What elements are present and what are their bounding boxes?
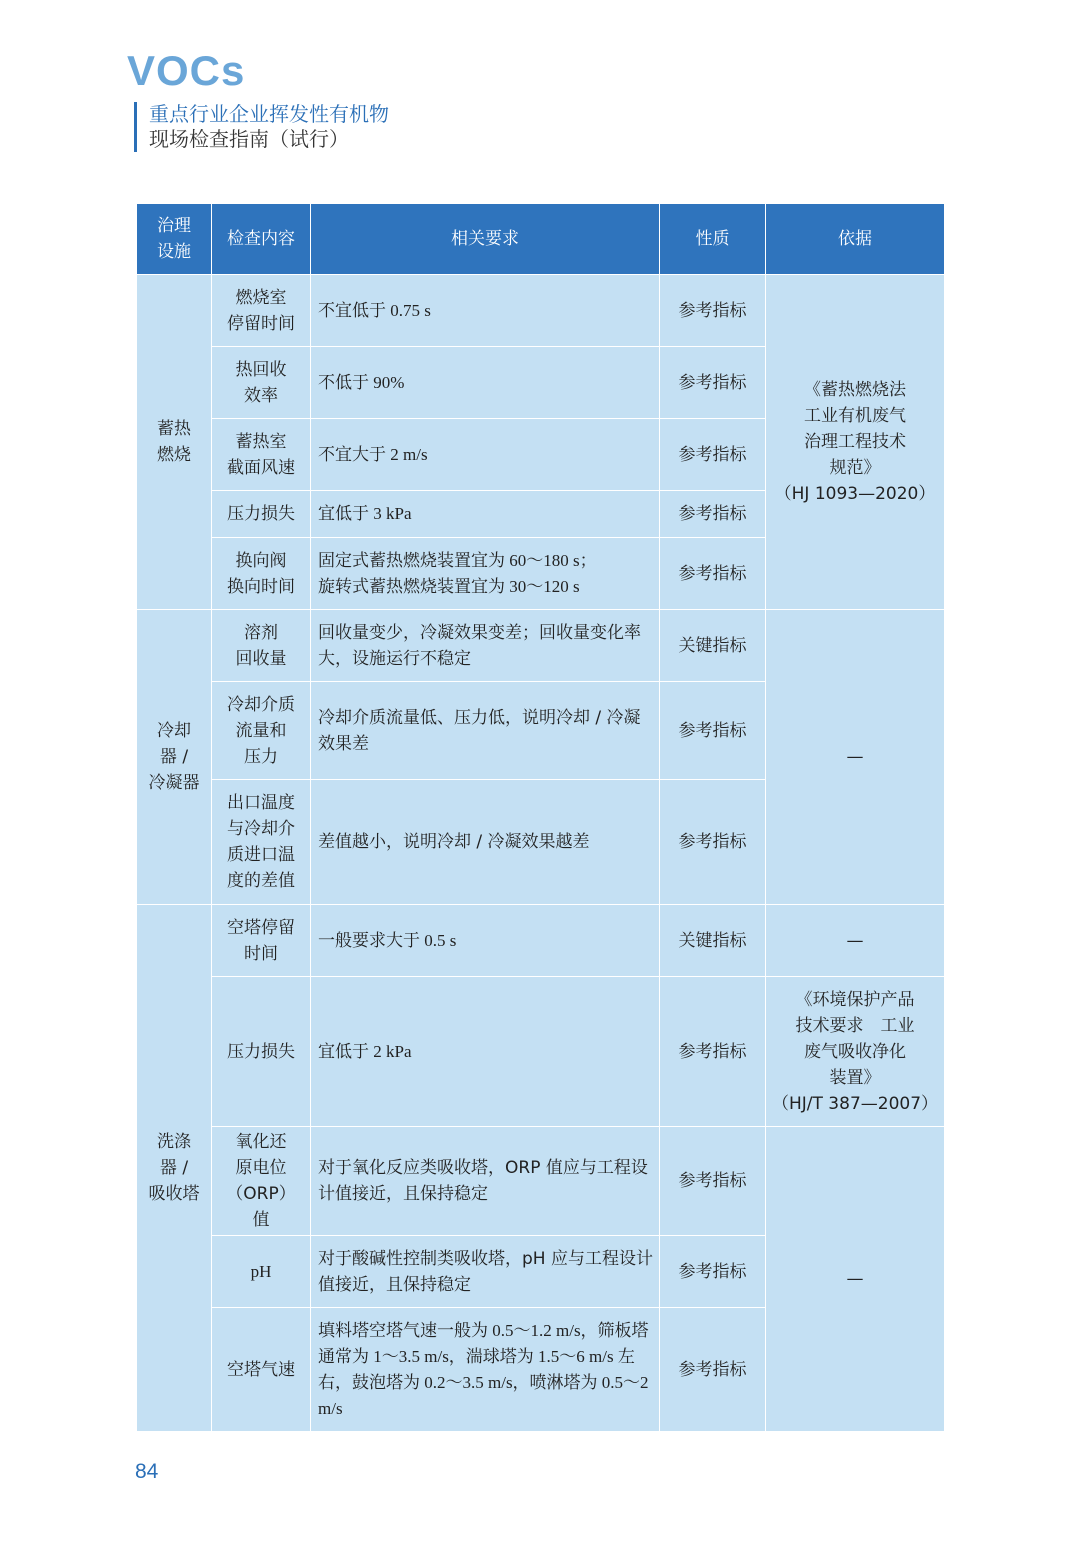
- requirement-cell: 不宜大于 2 m/s: [311, 419, 660, 491]
- item-cell: 空塔气速: [212, 1308, 311, 1432]
- basis-cell: —: [766, 610, 945, 905]
- basis-cell: —: [766, 905, 945, 977]
- nature-cell: 参考指标: [660, 780, 766, 905]
- item-cell: 燃烧室 停留时间: [212, 275, 311, 347]
- requirement-cell: 宜低于 3 kPa: [311, 491, 660, 538]
- document-title: [134, 102, 389, 152]
- table-row: [137, 977, 945, 1127]
- item-cell: 氧化还 原电位 （ORP）值: [212, 1127, 311, 1236]
- requirement-cell: 冷却介质流量低、压力低，说明冷却 / 冷凝效果差: [311, 682, 660, 780]
- nature-cell: 参考指标: [660, 1236, 766, 1308]
- item-cell: 压力损失: [212, 977, 311, 1127]
- brand-logo-text: VOCs: [127, 47, 246, 94]
- nature-cell: 参考指标: [660, 538, 766, 610]
- table-row: [137, 1127, 945, 1236]
- col-header-content: 检查内容: [212, 204, 311, 275]
- nature-cell: 参考指标: [660, 682, 766, 780]
- col-header-facility: 治理 设施: [137, 204, 212, 275]
- nature-cell: 参考指标: [660, 275, 766, 347]
- basis-cell: 《蓄热燃烧法 工业有机废气 治理工程技术 规范》 （HJ 1093—2020）: [766, 275, 945, 610]
- page-number: 84: [135, 1460, 159, 1483]
- nature-cell: 关键指标: [660, 610, 766, 682]
- nature-cell: 参考指标: [660, 1127, 766, 1236]
- requirement-cell: 宜低于 2 kPa: [311, 977, 660, 1127]
- item-cell: 换向阀 换向时间: [212, 538, 311, 610]
- inspection-table: [136, 203, 945, 1432]
- basis-cell: 《环境保护产品 技术要求 工业 废气吸收净化 装置》 （HJ/T 387—2007）: [766, 977, 945, 1127]
- nature-cell: 参考指标: [660, 977, 766, 1127]
- item-cell: 溶剂 回收量: [212, 610, 311, 682]
- col-header-basis: 依据: [766, 204, 945, 275]
- requirement-cell: 固定式蓄热燃烧装置宜为 60～180 s； 旋转式蓄热燃烧装置宜为 30～120 s: [311, 538, 660, 610]
- requirement-cell: 对于氧化反应类吸收塔，ORP 值应与工程设计值接近，且保持稳定: [311, 1127, 660, 1236]
- requirement-cell: 回收量变少，冷凝效果变差；回收量变化率大，设施运行不稳定: [311, 610, 660, 682]
- facility-cell: 洗涤 器 / 吸收塔: [137, 905, 212, 1432]
- nature-cell: 参考指标: [660, 347, 766, 419]
- item-cell: 压力损失: [212, 491, 311, 538]
- nature-cell: 参考指标: [660, 1308, 766, 1432]
- item-cell: 出口温度 与冷却介 质进口温 度的差值: [212, 780, 311, 905]
- item-cell: 冷却介质 流量和 压力: [212, 682, 311, 780]
- item-cell: 热回收 效率: [212, 347, 311, 419]
- requirement-cell: 不低于 90%: [311, 347, 660, 419]
- requirement-cell: 对于酸碱性控制类吸收塔，pH 应与工程设计值接近，且保持稳定: [311, 1236, 660, 1308]
- requirement-cell: 不宜低于 0.75 s: [311, 275, 660, 347]
- basis-cell: —: [766, 1127, 945, 1432]
- item-cell: 蓄热室 截面风速: [212, 419, 311, 491]
- title-line-1: 重点行业企业挥发性有机物: [149, 102, 389, 126]
- table-row: [137, 905, 945, 977]
- requirement-cell: 差值越小，说明冷却 / 冷凝效果越差: [311, 780, 660, 905]
- col-header-nature: 性质: [660, 204, 766, 275]
- item-cell: pH: [212, 1236, 311, 1308]
- table-row: [137, 275, 945, 347]
- item-cell: 空塔停留 时间: [212, 905, 311, 977]
- table-row: [137, 610, 945, 682]
- title-line-2: 现场检查指南（试行）: [149, 127, 349, 151]
- requirement-cell: 填料塔空塔气速一般为 0.5～1.2 m/s，筛板塔通常为 1～3.5 m/s，湍球塔为 1.5～6 m/s 左右，鼓泡塔为 0.2～3.5 m/s，喷淋塔为 0.5～2 m/s: [311, 1308, 660, 1432]
- nature-cell: 关键指标: [660, 905, 766, 977]
- facility-cell: 冷却 器 / 冷凝器: [137, 610, 212, 905]
- nature-cell: 参考指标: [660, 491, 766, 538]
- nature-cell: 参考指标: [660, 419, 766, 491]
- col-header-requirement: 相关要求: [311, 204, 660, 275]
- table-header-row: [137, 204, 945, 275]
- facility-cell: 蓄热 燃烧: [137, 275, 212, 610]
- requirement-cell: 一般要求大于 0.5 s: [311, 905, 660, 977]
